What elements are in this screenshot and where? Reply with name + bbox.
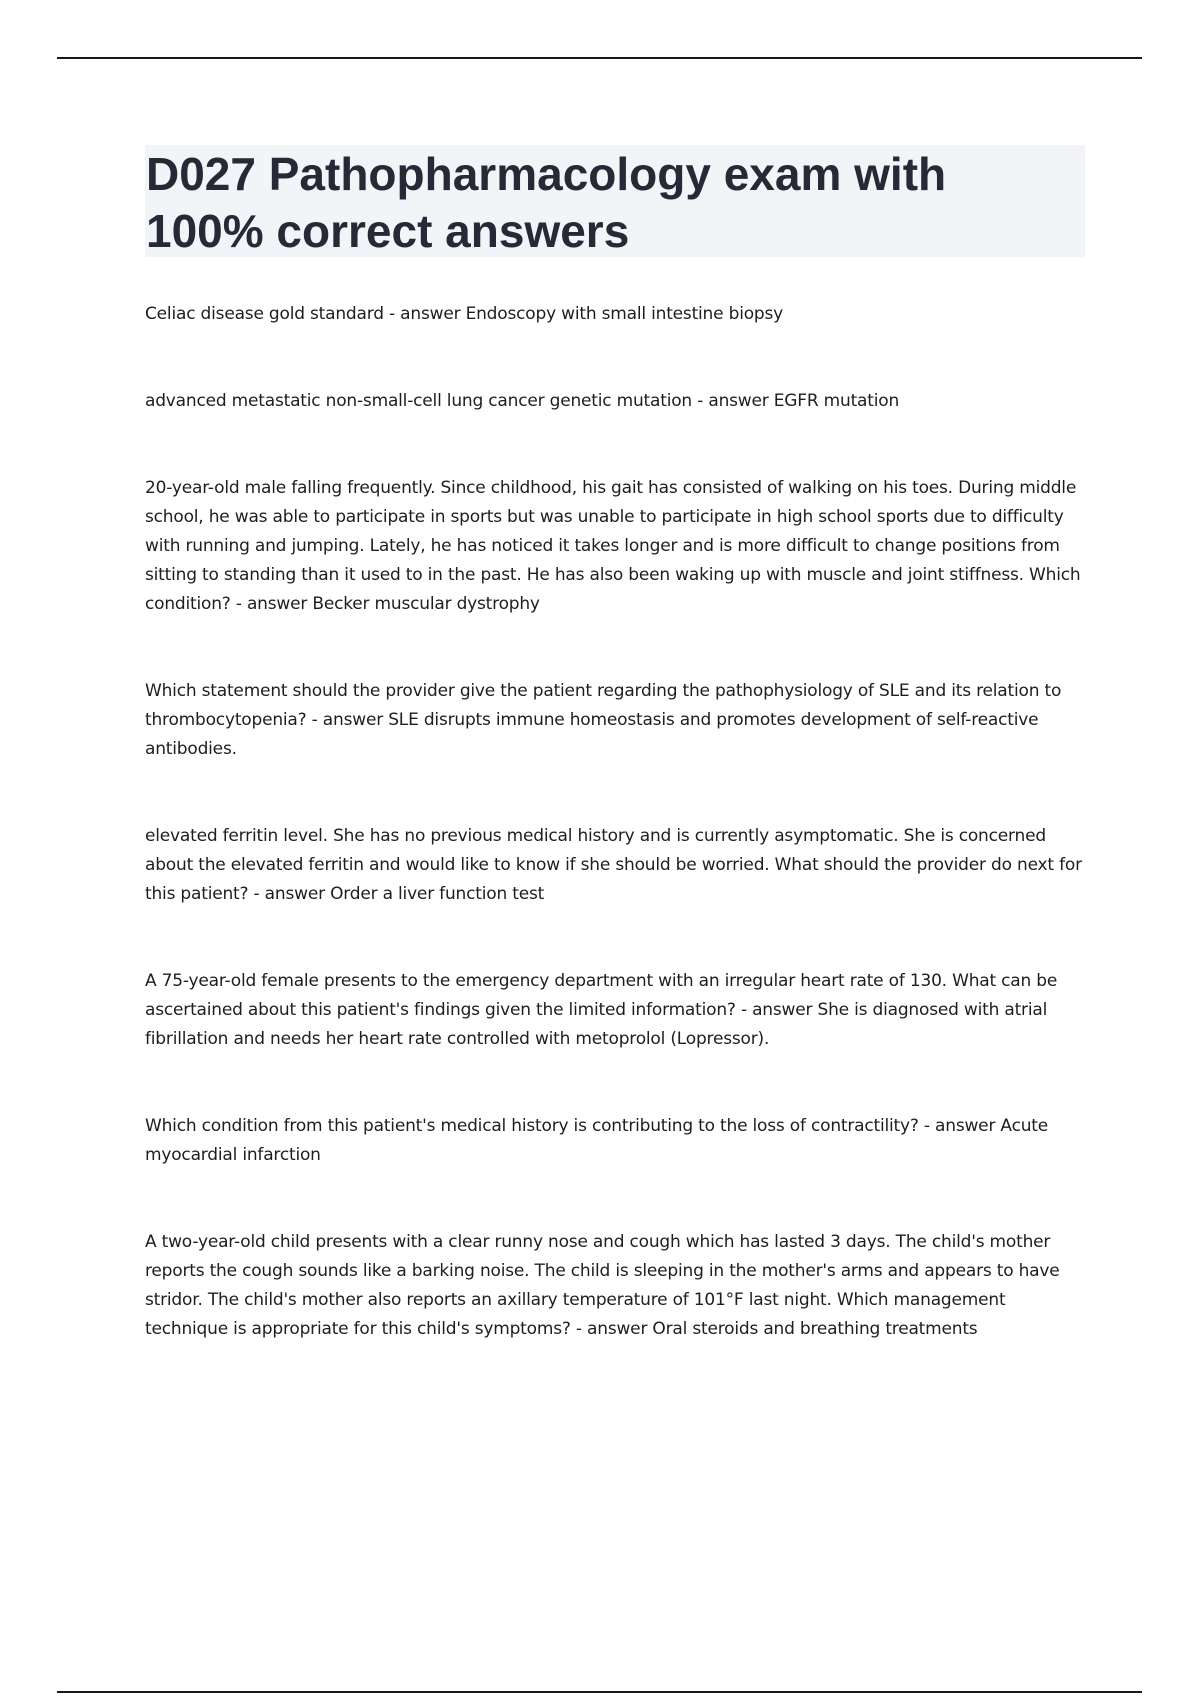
qa-item-contractility: Which condition from this patient's medical history is contributing to the loss of contractility? - answer Acute myocardial infarction [145,1116,1049,1165]
qa-item-sle: Which statement should the provider give the patient regarding the pathophysiology of SLE and its relation to thrombocytopenia? - answer SLE disrupts immune homeostasis and promotes development of self-reactive antibodies. [145,681,1062,759]
qa-item-celiac: Celiac disease gold standard - answer Endoscopy with small intestine biopsy [145,304,784,324]
qa-item-becker: 20-year-old male falling frequently. Since childhood, his gait has consisted of walking on his toes. During middle school, he was able to participate in sports but was unable to participate in high school sports due to difficulty with running and jumping. Lately, he has noticed it takes longer and is more difficult to change positions from sitting to standing than it used to in the past. He has also been waking up with muscle and joint stiffness. Which condition? - answer Becker muscular dystrophy [145,478,1081,614]
qa-list [145,300,1085,1402]
qa-item-ferritin: elevated ferritin level. She has no previous medical history and is currently asymptomatic. She is concerned about the elevated ferritin and would like to know if she should be worried. What should the provider do next for this patient? - answer Order a liver function test [145,826,1082,904]
top-divider [57,57,1142,59]
qa-item-lung-cancer: advanced metastatic non-small-cell lung cancer genetic mutation - answer EGFR mutation [145,391,900,411]
bottom-divider [57,1691,1142,1693]
qa-item-croup: A two-year-old child presents with a clear runny nose and cough which has lasted 3 days. The child's mother reports the cough sounds like a barking noise. The child is sleeping in the mother's arms and appears to have stridor. The child's mother also reports an axillary temperature of 101°F last night. Which management technique is appropriate for this child's symptoms? - answer Oral steroids and breathing treatments [145,1232,1060,1339]
page-title: D027 Pathopharmacology exam with 100% correct answers [146,148,947,257]
qa-item-afib: A 75-year-old female presents to the emergency department with an irregular heart rate of 130. What can be ascertained about this patient's findings given the limited information? - answer She is diagnosed with atrial fibrillation and needs her heart rate controlled with metoprolol (Lopressor). [145,971,1058,1049]
